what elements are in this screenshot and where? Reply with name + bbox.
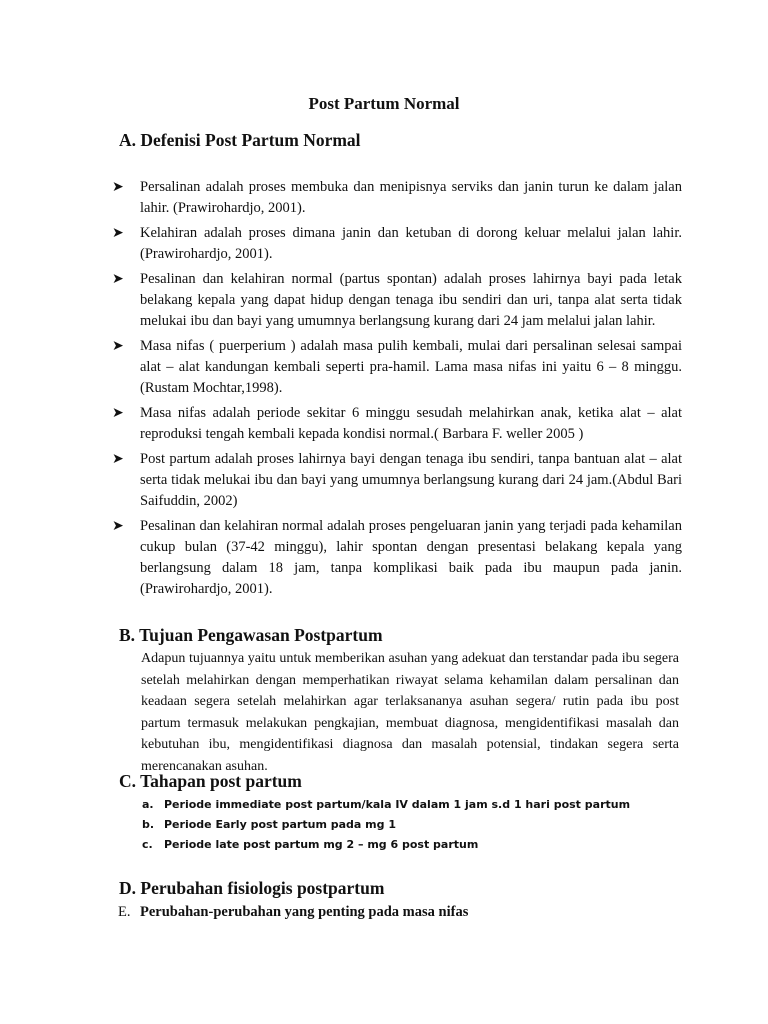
bullet-text: Post partum adalah proses lahirnya bayi dengan tenaga ibu sendiri, tanpa bantuan alat – alat serta tidak melukai ibu dan bayi yang umumnya berlangsung kurang dari 24 jam.(Abdul Bari Saifuddin, 2002) bbox=[140, 451, 682, 509]
list-item bbox=[112, 516, 682, 600]
list-marker: b. bbox=[142, 817, 155, 831]
list-item bbox=[112, 177, 682, 219]
arrow-bullet-icon: ➤ bbox=[112, 339, 124, 354]
arrow-bullet-icon: ➤ bbox=[112, 452, 124, 467]
tahapan-list bbox=[142, 794, 702, 854]
bullet-text: Pesalinan dan kelahiran normal (partus spontan) adalah proses lahirnya bayi pada letak belakang kepala yang dapat hidup dengan tenaga ibu sendiri dan uri, tanpa alat serta tidak melukai ibu dan bayi yang umumnya berlangsung kurang dari 24 jam melalui jalan lahir. bbox=[140, 271, 682, 329]
arrow-bullet-icon: ➤ bbox=[112, 519, 124, 534]
list-marker: a. bbox=[142, 797, 154, 811]
list-item bbox=[142, 814, 702, 834]
list-item bbox=[142, 794, 702, 814]
list-item bbox=[112, 449, 682, 512]
bullet-text: Pesalinan dan kelahiran normal adalah proses pengeluaran janin yang terjadi pada kehamilan cukup bulan (37-42 minggu), lahir spontan dengan presentasi belakang kepala yang berlangsung dalam 18 jam, tanpa komplikasi baik pada ibu maupun pada janin. (Prawirohardjo, 2001). bbox=[140, 518, 682, 597]
bullet-text: Masa nifas ( puerperium ) adalah masa pulih kembali, mulai dari persalinan selesai sampai alat – alat kandungan kembali seperti pra-hamil. Lama masa nifas ini yaitu 6 – 8 minggu.(Rustam Mochtar,1998). bbox=[140, 338, 682, 396]
list-item-text: Periode late post partum mg 2 – mg 6 post partum bbox=[164, 837, 479, 851]
heading-tahapan: C. Tahapan post partum bbox=[119, 771, 302, 791]
list-item bbox=[112, 336, 682, 399]
list-item-text: Periode immediate post partum/kala IV dalam 1 jam s.d 1 hari post partum bbox=[164, 797, 631, 811]
bullet-text: Kelahiran adalah proses dimana janin dan ketuban di dorong keluar melalui jalan lahir. (Prawirohardjo, 2001). bbox=[140, 225, 682, 262]
arrow-bullet-icon: ➤ bbox=[112, 272, 124, 287]
list-item-text: Periode Early post partum pada mg 1 bbox=[164, 817, 396, 831]
heading-definisi: A. Defenisi Post Partum Normal bbox=[119, 130, 361, 150]
tujuan-paragraph: Adapun tujuannya yaitu untuk memberikan asuhan yang adekuat dan terstandar pada ibu segera setelah melahirkan dengan memperhatikan riwayat selama kehamilan dalam persalinan dan keadaan segera setelah melahirkan agar terlaksananya asuhan segera/ rutin pada ibu post partum termasuk melakukan pengkajian, membuat diagnosa, mengidentifikasi masalah dan kebutuhan ibu, mengidentifikasi diagnosa dan masalah potensial, tindakan segera serta merencanakan asuhan. bbox=[141, 651, 679, 774]
list-item bbox=[118, 904, 468, 921]
bullet-text: Persalinan adalah proses membuka dan menipisnya serviks dan janin turun ke dalam jalan lahir. (Prawirohardjo, 2001). bbox=[140, 179, 682, 216]
list-item bbox=[112, 403, 682, 445]
bullet-text: Masa nifas adalah periode sekitar 6 minggu sesudah melahirkan anak, ketika alat – alat reproduksi tengah kembali kepada kondisi normal.( Barbara F. weller 2005 ) bbox=[140, 405, 682, 442]
definition-bullet-list bbox=[112, 177, 682, 604]
list-item bbox=[112, 269, 682, 332]
document-title: Post Partum Normal bbox=[308, 94, 460, 113]
list-item bbox=[112, 223, 682, 265]
list-item bbox=[142, 834, 702, 854]
arrow-bullet-icon: ➤ bbox=[112, 406, 124, 421]
heading-perubahan: D. Perubahan fisiologis postpartum bbox=[119, 878, 385, 898]
arrow-bullet-icon: ➤ bbox=[112, 180, 124, 195]
heading-tujuan: B. Tujuan Pengawasan Postpartum bbox=[119, 625, 383, 645]
arrow-bullet-icon: ➤ bbox=[112, 226, 124, 241]
list-marker: c. bbox=[142, 837, 153, 851]
list-marker: E. bbox=[118, 904, 131, 920]
list-item-text: Perubahan-perubahan yang penting pada masa nifas bbox=[140, 904, 469, 920]
